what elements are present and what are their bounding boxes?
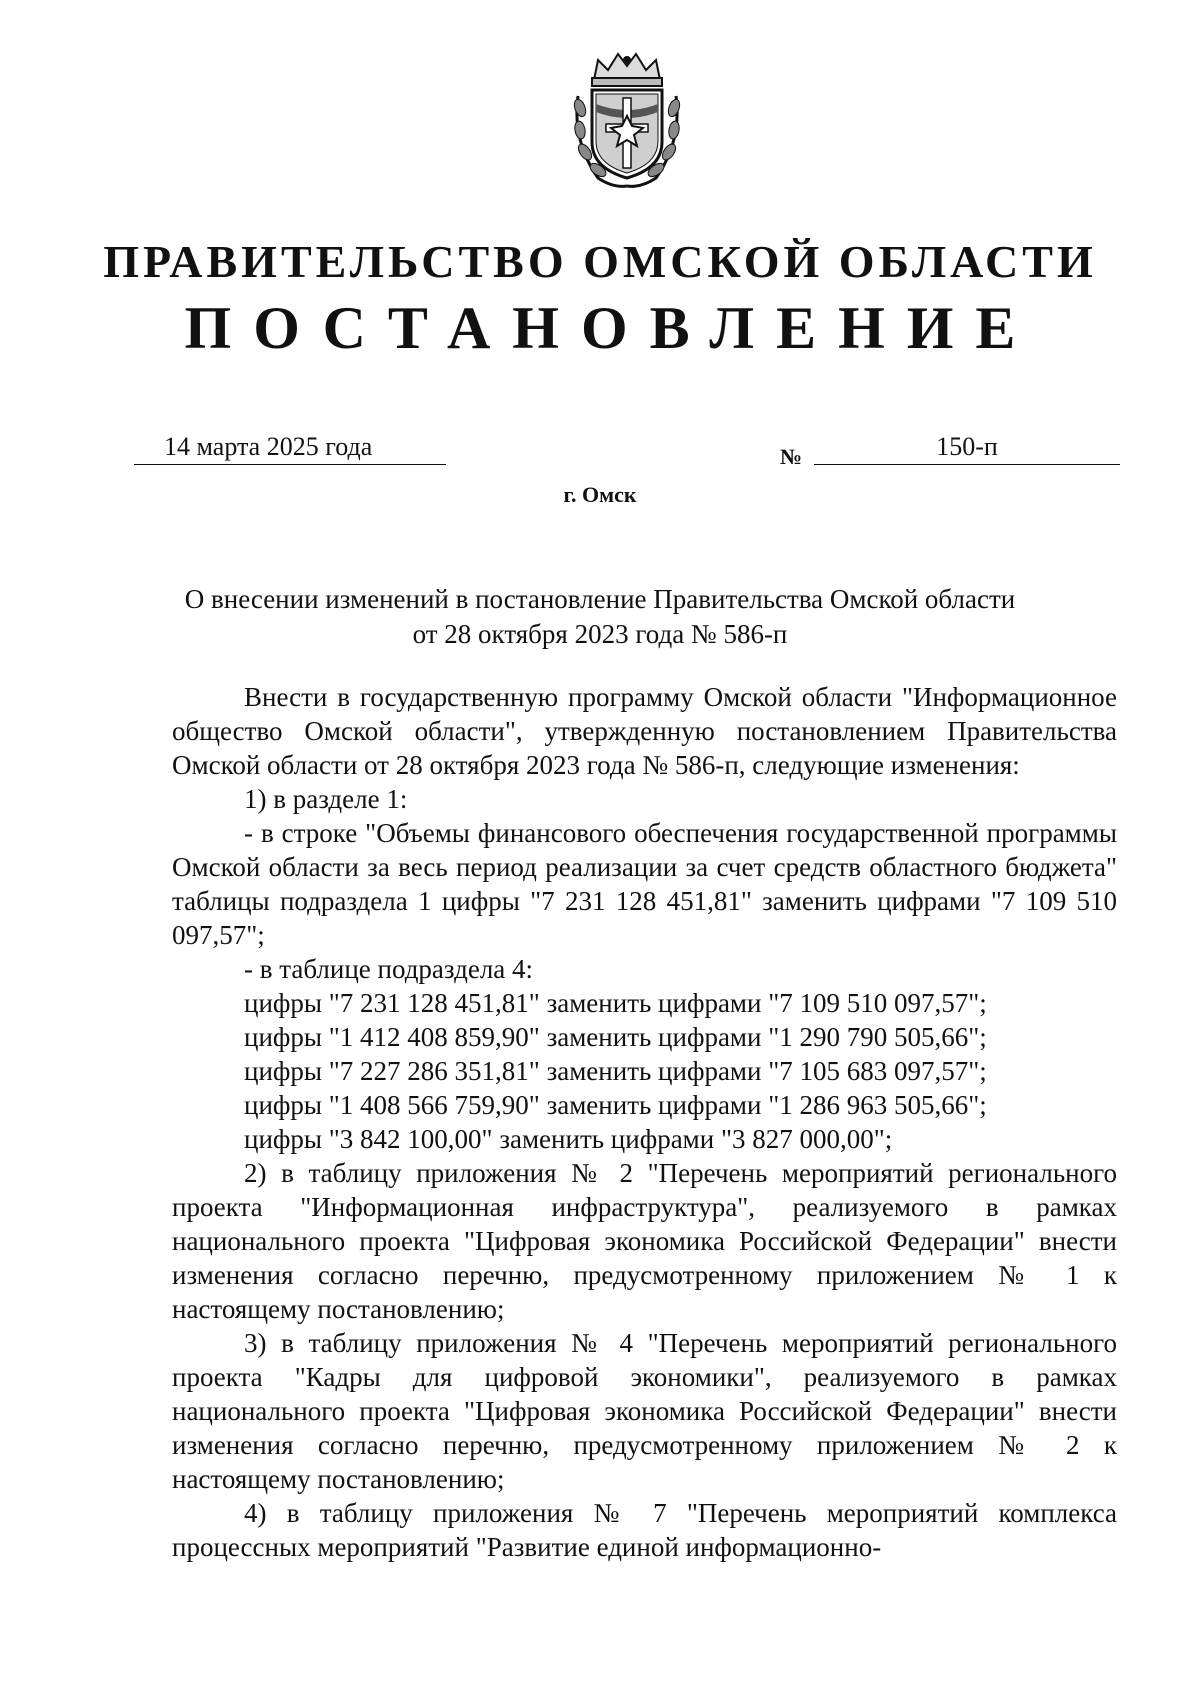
body-item-4: 4) в таблицу приложения № 7 "Перечень мероприятий комплекса процессных мероприятий "Развитие единой информационно- <box>172 1498 1117 1562</box>
subject-line-1: О внесении изменений в постановление Правительства Омской области <box>184 584 1016 614</box>
organization-title: ПРАВИТЕЛЬСТВО ОМСКОЙ ОБЛАСТИ <box>103 236 1097 287</box>
replacement-line: цифры "1 412 408 859,90" заменить цифрами "1 290 790 505,66"; <box>244 1022 987 1052</box>
body-item-1-a: - в строке "Объемы финансового обеспечения государственной программы Омской области за весь период реализации за счет средств областного бюджета" таблицы подраздела 1 цифры "7 231 128 451,81" заменить цифрами "7 109 510 097,57"; <box>172 818 1117 950</box>
document-number-label: № <box>780 444 803 469</box>
document-number: 150-п <box>814 430 1120 465</box>
replacement-line: цифры "1 408 566 759,90" заменить цифрами "1 286 963 505,66"; <box>244 1090 987 1120</box>
document-body <box>172 680 1117 1564</box>
document-date: 14 марта 2025 года <box>134 430 446 465</box>
body-item-2: 2) в таблицу приложения № 2 "Перечень мероприятий регионального проекта "Информационная инфраструктура", реализуемого в рамках национального проекта "Цифровая экономика Российской Федерации" внести изменения согласно перечню, предусмотренному приложением № 1 к настоящему постановлению; <box>172 1158 1117 1324</box>
document-type-title: ПОСТАНОВЛЕНИЕ <box>184 295 1038 361</box>
replacement-line: цифры "7 231 128 451,81" заменить цифрами "7 109 510 097,57"; <box>244 988 987 1018</box>
omsk-region-coat-of-arms-icon <box>568 46 686 192</box>
replacement-line: цифры "3 842 100,00" заменить цифрами "3 827 000,00"; <box>244 1124 893 1154</box>
body-intro-paragraph: Внести в государственную программу Омской области "Информационное общество Омской области", утвержденную постановлением Правительства Омской области от 28 октября 2023 года № 586-п, следующие изменения: <box>172 682 1117 780</box>
replacement-line: цифры "7 227 286 351,81" заменить цифрами "7 105 683 097,57"; <box>244 1056 987 1086</box>
body-item-1-b: - в таблице подраздела 4: <box>244 954 534 984</box>
subject-line-2: от 28 октября 2023 года № 586-п <box>412 619 788 649</box>
document-subject <box>150 582 1050 652</box>
body-item-3: 3) в таблицу приложения № 4 "Перечень мероприятий регионального проекта "Кадры для цифровой экономики", реализуемого в рамках национального проекта "Цифровая экономика Российской Федерации" внести изменения согласно перечню, предусмотренному приложением № 2 к настоящему постановлению; <box>172 1328 1117 1494</box>
body-item-1-title: 1) в разделе 1: <box>244 784 408 814</box>
document-city: г. Омск <box>563 482 637 507</box>
